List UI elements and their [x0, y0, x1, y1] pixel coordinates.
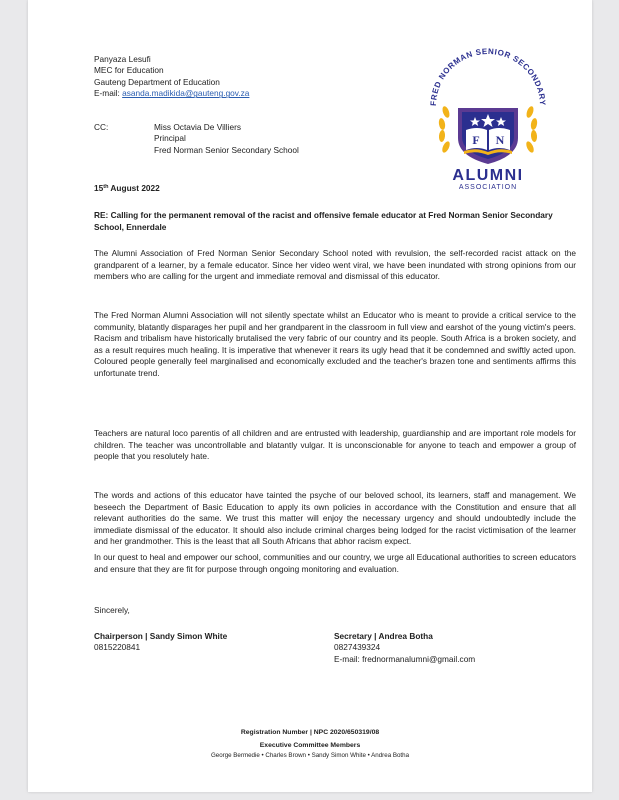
logo-initial-f: F	[472, 133, 480, 147]
chairperson-phone: 0815220841	[94, 642, 141, 653]
logo-initial-n: N	[495, 133, 505, 147]
committee-heading: Executive Committee Members	[259, 742, 361, 749]
cc-school: Fred Norman Senior Secondary School	[154, 144, 299, 155]
body-paragraph-4: The words and actions of this educator have tainted the psyche of our beloved school, its learners, staff and management. We beseech the Department of Basic Education to apply its own policies in accordance with the Constitution and ensure that all relevant authorities do the same. We trust this matter will enjoy the necessary urgency and should undoubtedly include the immediate dismissal of the educator. It should also include criminal charges being lodged for the racist victimisation of the learner and her grandmother. This is the least that all South Africans that abhor racism expect.	[94, 490, 576, 546]
cc-block	[154, 122, 299, 156]
alumni-association-logo	[408, 40, 568, 190]
shield-icon	[458, 108, 518, 164]
recipient-block	[94, 54, 249, 100]
cc-name: Miss Octavia De Villiers	[154, 122, 241, 132]
body-paragraph-1: The Alumni Association of Fred Norman Senior Secondary School noted with revulsion, the self-recorded racist attack on the grandparent of a learner, by a female educator. Since her video went viral, we have been inundated with strong opinions from our members who are calling for the urgent and immediate removal and dismissal of this educator.	[94, 248, 576, 281]
laurel-right-icon	[525, 105, 538, 153]
secretary-email: E-mail: frednormanalumni@gmail.com	[334, 653, 476, 664]
cc-title: Principal	[154, 133, 186, 144]
date-suffix: th	[103, 184, 109, 190]
recipient-email-link[interactable]: asanda.madikida@gauteng.gov.za	[122, 88, 250, 99]
closing: Sincerely,	[94, 605, 130, 615]
body-paragraph-3: Teachers are natural loco parentis of all children and are entrusted with leadership, guardianship and are important role models for children. The teacher was uncontrollable and blatantly vulgar. It is unconscionable for anyone to teach and empower a group of people that you resolutely hate.	[94, 428, 576, 461]
recipient-title: MEC for Education	[94, 65, 164, 76]
body-paragraph-5: In our quest to heal and empower our school, communities and our country, we urge all Educational authorities to screen educators and ensure that they are fit for purpose through ongoing monitoring and evaluation.	[94, 552, 576, 574]
chairperson-block	[94, 631, 227, 654]
date-day: 15	[94, 183, 104, 193]
letter-page	[28, 0, 592, 792]
logo-title: ALUMNI	[452, 167, 524, 184]
logo-subtitle: ASSOCIATION	[458, 184, 518, 190]
secretary-block	[334, 631, 475, 665]
logo-arc-text: FRED NORMAN SENIOR SECONDARY	[428, 46, 548, 107]
registration-number: Registration Number | NPC 2020/650319/08	[240, 729, 380, 736]
email-label: E-mail:	[94, 88, 123, 99]
recipient-name: Panyaza Lesufi	[94, 54, 151, 64]
chairperson-title: Chairperson | Sandy Simon White	[94, 631, 228, 641]
secretary-phone: 0827439324	[334, 642, 381, 653]
cc-label: CC:	[94, 122, 109, 132]
recipient-email-line	[94, 88, 249, 99]
letter-subject: RE: Calling for the permanent removal of the racist and offensive female educator at Fred Norman Senior Secondary School, Ennerdale	[94, 210, 553, 232]
recipient-department: Gauteng Department of Education	[94, 76, 220, 87]
laurel-left-icon	[438, 105, 451, 153]
committee-members: George Bermedie • Charles Brown • Sandy Simon White • Andrea Botha	[210, 752, 410, 759]
date-rest: August 2022	[108, 183, 160, 193]
secretary-title: Secretary | Andrea Botha	[334, 631, 433, 641]
letter-date	[94, 183, 160, 194]
body-paragraph-2: The Fred Norman Alumni Association will not silently spectate whilst an Educator who is meant to provide a critical service to the community, blatantly disparages her pupil and her grandparent in the classroom in full view and earshot of the young victim's peers. Racism and tribalism have historically brutalised the very fabric of our country and its people. South Africa is a broken society, and as a result requires much healing. It is imperative that whenever it rears its ugly head that it be condemned and swiftly acted upon. Coloured people generally feel marginalised and economically excluded and the teacher's brazen tone and sentiments affirms this unfortunate trend.	[94, 310, 576, 378]
